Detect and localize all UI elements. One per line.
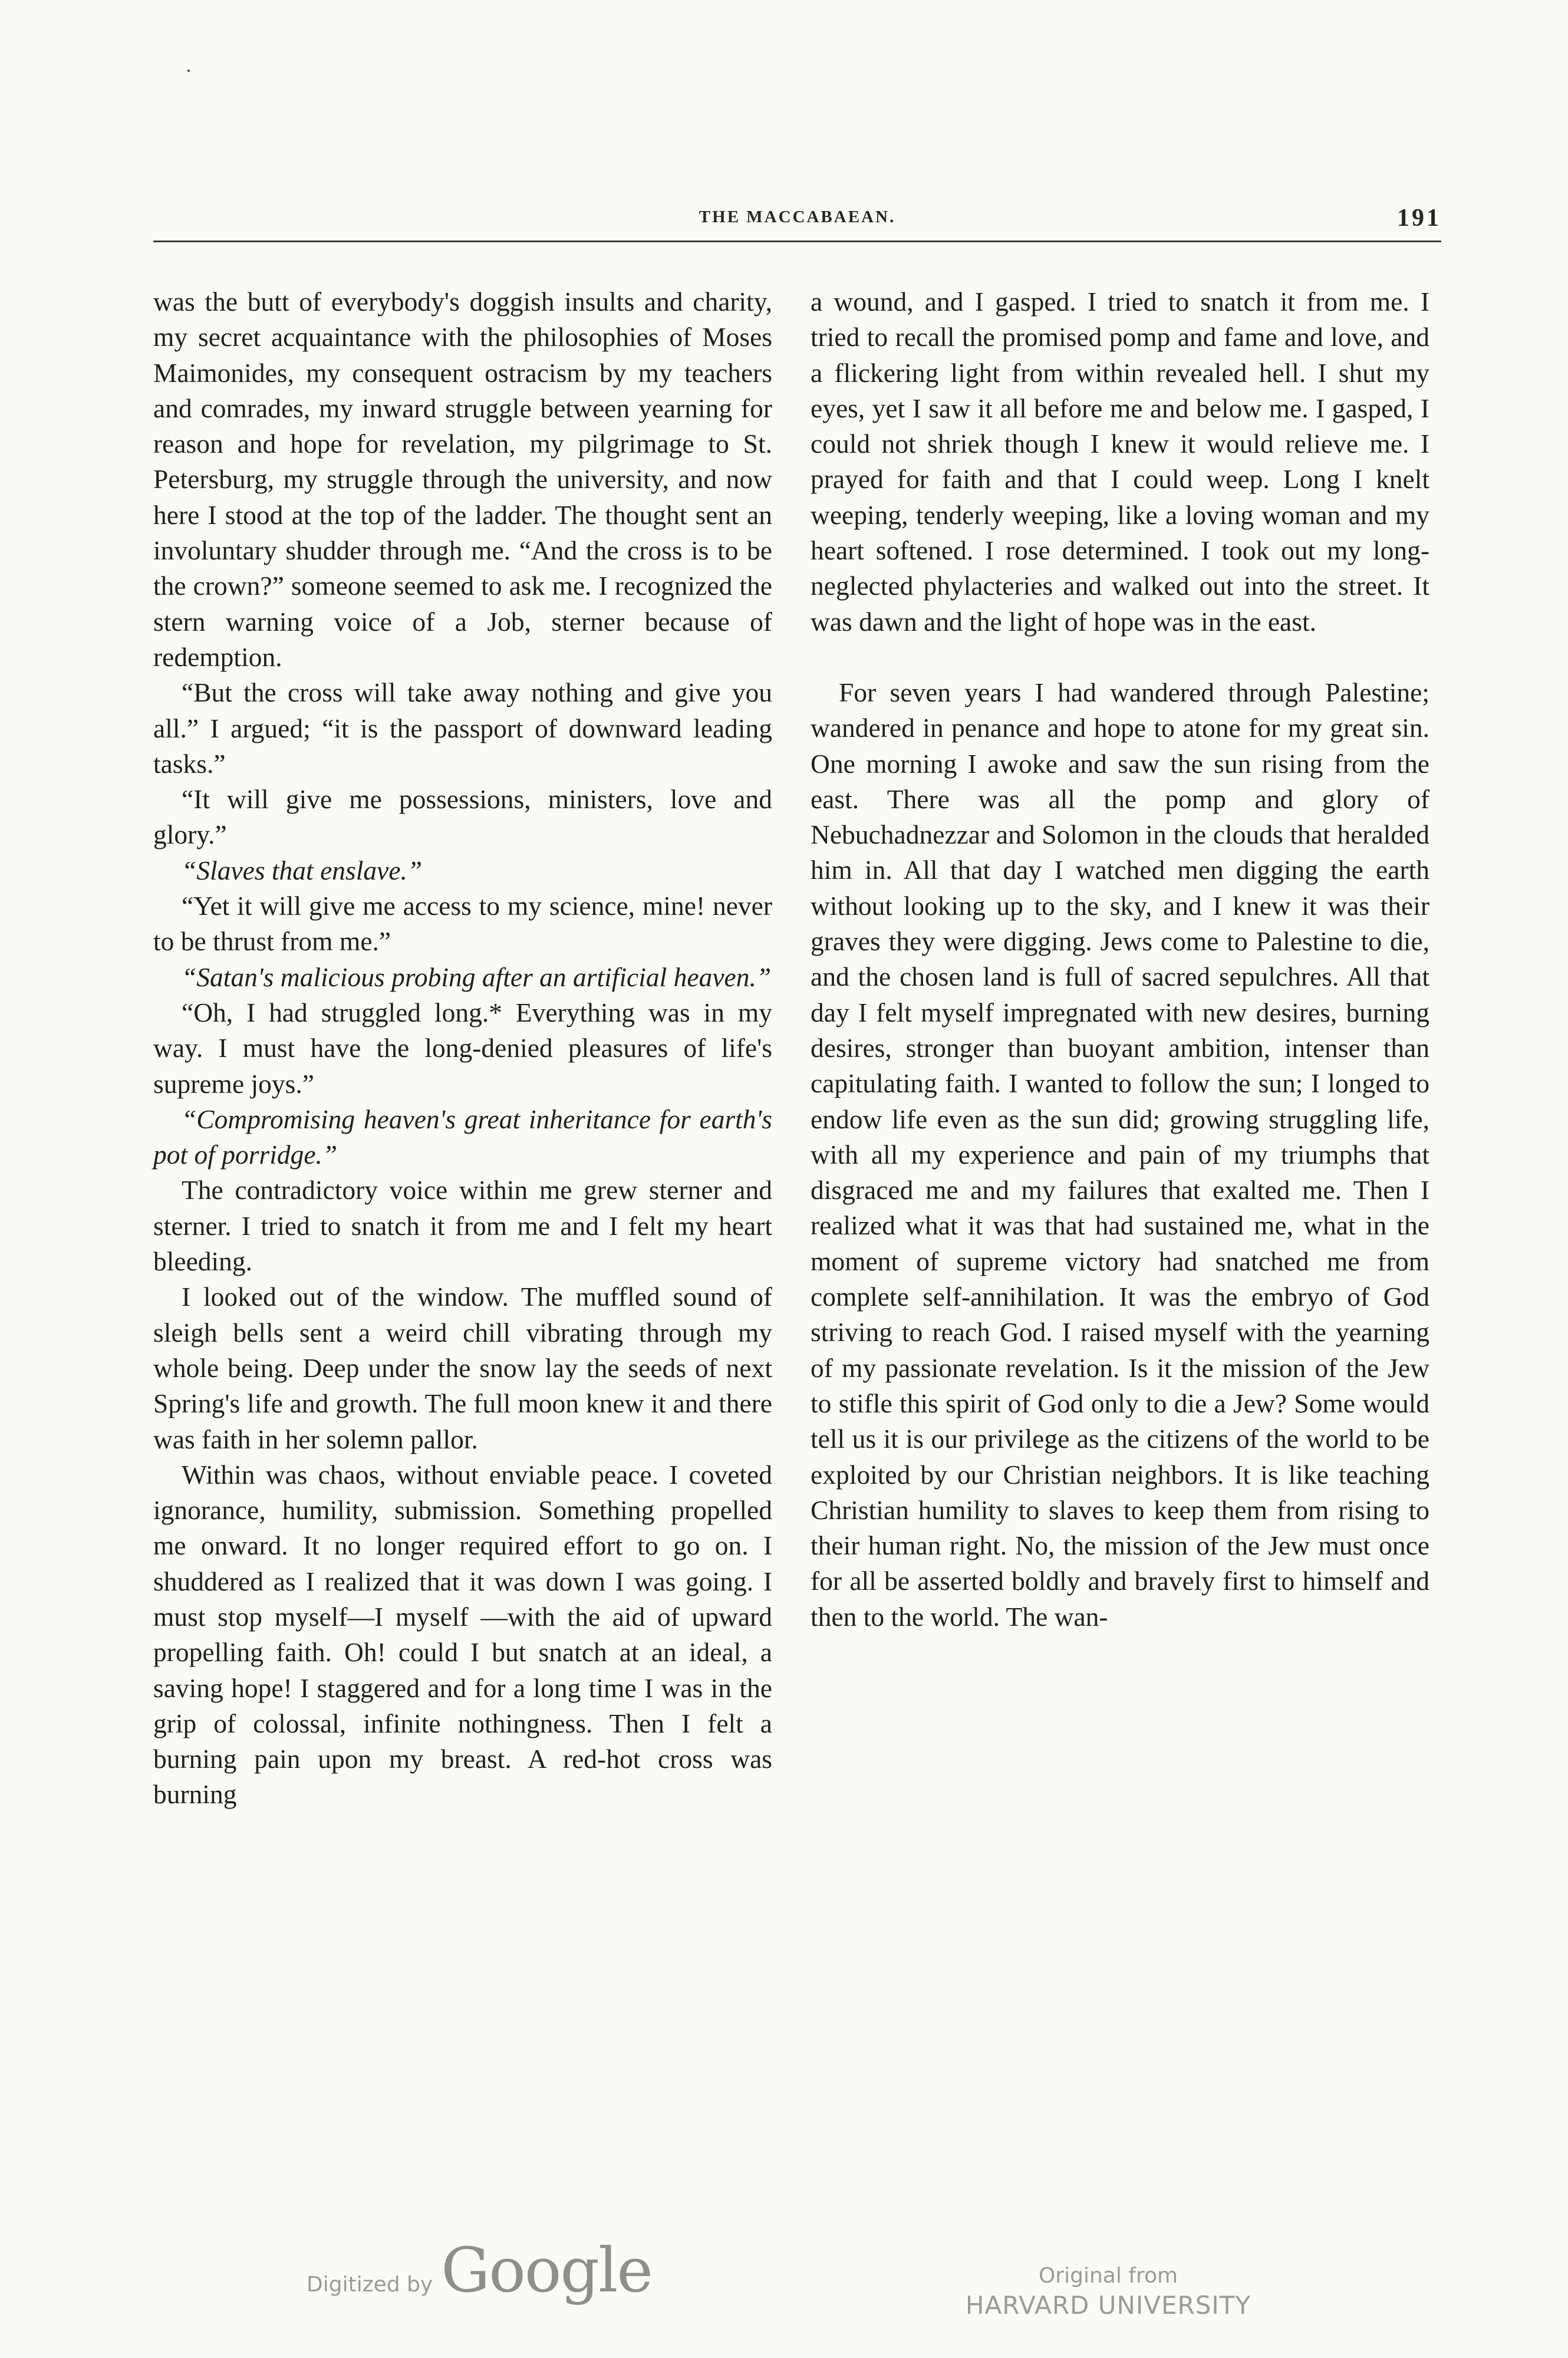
paragraph: “It will give me possessions, ministers, love and glory.” — [153, 784, 772, 850]
paragraph: a wound, and I gasped. I tried to snatch it from me. I tried to recall the promised pomp and fame and love, and a flickering light from within revealed hell. I shut my eyes, yet I saw it all before me and below me. I gasped, I could not shriek though I knew it would relieve me. I prayed for faith and that I could weep. Long I knelt weeping, tenderly weeping, like a loving woman and my heart softened. I rose determined. I took out my long-neglected phylacteries and walked out into the street. It was dawn and the light of hope was in the east. — [811, 286, 1429, 637]
paragraph: “Slaves that enslave.” — [182, 855, 423, 885]
page-number: 191 — [1397, 205, 1441, 232]
holder-institution: HARVARD UNIVERSITY — [965, 2291, 1251, 2320]
digitized-notice — [307, 2234, 652, 2317]
paragraph: was the butt of everybody's doggish insults and charity, my secret acquaintance with the philosophies of Moses Maimonides, my consequent ostracism by my teachers and comrades, my inward struggle between yearning for reason and hope for revelation, my pilgrimage to St. Petersburg, my struggle through the university, and now here I stood at the top of the ladder. The thought sent an involuntary shudder through me. “And the cross is to be the crown?” someone seemed to ask me. I recognized the stern warning voice of a Job, sterner because of redemption. — [153, 286, 772, 672]
running-head — [153, 205, 1441, 232]
right-column — [811, 284, 1429, 1635]
paragraph: I looked out of the window. The muffled sound of sleigh bells sent a weird chill vibrating through my whole being. Deep under the snow lay the seeds of next Spring's life and growth. The full moon knew it and there was faith in her solemn pallor. — [153, 1282, 772, 1454]
original-source-notice — [920, 2263, 1297, 2321]
paragraph: Within was chaos, without enviable peace. I coveted ignorance, humility, submission. Something propelled me onward. It no longer required effort to go on. I shuddered as I realized that it was down I was going. I must stop myself—I myself —with the aid of upward propelling faith. Oh! could I but snatch at an ideal, a saving hope! I staggered and for a long time I was in the grip of colossal, infinite nothingness. Then I felt a burning pain upon my breast. A red-hot cross was burning — [153, 1459, 772, 1810]
digitized-by-text: Digitized by — [307, 2273, 433, 2297]
paragraph: “Oh, I had struggled long.* Everything was in my way. I must have the long-denied pleasures of life's supreme joys.” — [153, 997, 772, 1099]
scan-speck — [187, 70, 190, 72]
header-rule — [153, 241, 1441, 242]
paragraph: “Satan's malicious probing after an artificial heaven.” — [182, 961, 772, 992]
paragraph: “Yet it will give me access to my science, mine! never to be thrust from me.” — [153, 891, 772, 957]
paragraph: “Compromising heaven's great inheritance for earth's pot of porridge.” — [153, 1104, 772, 1170]
original-from-text: Original from — [1038, 2264, 1178, 2288]
running-title: THE MACCABAEAN. — [699, 208, 896, 226]
paragraph: For seven years I had wandered through Palestine; wandered in penance and hope to atone for my great sin. One morning I awoke and saw the sun rising from the east. There was all the pomp and glory of Nebuchadnezzar and Solomon in the clouds that heralded him in. All that day I watched men digging the earth without looking up to the sky, and I knew it was their graves they were digging. Jews come to Palestine to die, and the chosen land is full of sacred sepulchres. All that day I felt myself impregnated with new desires, burning desires, stronger than buoyant ambition, intenser than capitulating faith. I wanted to follow the sun; I longed to endow life even as the sun did; growing struggling life, with all my experience and pain of my triumphs that disgraced me and my failures that exalted me. Then I realized what it was that had sustained me, what in the moment of supreme victory had snatched me from complete self-annihilation. It was the embryo of God striving to reach God. I raised myself with the yearning of my passionate revelation. Is it the mission of the Jew to stifle this spirit of God only to die a Jew? Some would tell us it is our privilege as the citizens of the world to be exploited by our Christian neighbors. It is like teaching Christian humility to slaves to keep them from rising to their human right. No, the mission of the Jew must once for all be asserted boldly and bravely first to himself and then to the world. The wan- — [811, 677, 1429, 1632]
paragraph: “But the cross will take away nothing and give you all.” I argued; “it is the passport of downward leading tasks.” — [153, 677, 772, 779]
google-logo: Google — [441, 2234, 652, 2306]
left-column — [153, 284, 772, 1813]
paragraph: The contradictory voice within me grew sterner and sterner. I tried to snatch it from me and I felt my heart bleeding. — [153, 1175, 772, 1277]
